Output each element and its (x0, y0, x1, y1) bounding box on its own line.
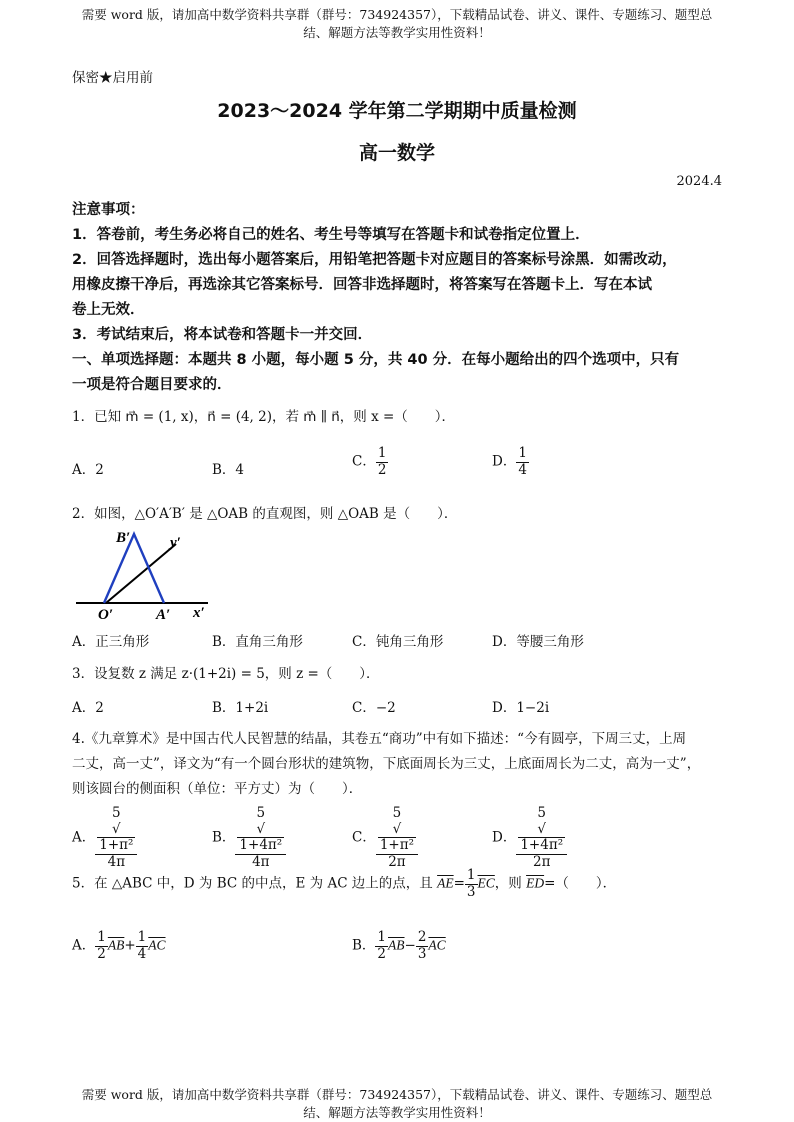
bottom-banner-line-2: 结、解题方法等教学实用性资料！ (303, 1105, 491, 1120)
q1-option-d: D． $\frac{1}{4}$ (492, 445, 527, 478)
question-3-stem: 3．设复数 z 满足 z·(1+2i) = 5，则 z =（ ）． (72, 666, 380, 682)
q5-option-b: B． $\frac{1}{2}$ $\overline{AB}-$ $\frac{2}{3}$ $\overline{AC}$ (352, 929, 446, 962)
q3-option-b: B．1+2i (212, 700, 269, 716)
label-y: y′ (170, 535, 181, 551)
question-2-stem: 2．如图，△O′A′B′ 是 △OAB 的直观图，则 △OAB 是（ ）． (72, 506, 458, 522)
q1-option-a: A．2 (72, 462, 104, 478)
label-a: A′ (156, 607, 171, 622)
q3-option-a: A．2 (72, 700, 104, 716)
banner-line-2: 结、解题方法等教学实用性资料！ (303, 25, 491, 40)
q4-option-d: D． 5 √ 1+4π² 2π (492, 806, 567, 870)
banner-line-1: 需要 word 版，请加高中数学资料共享群（群号：734924357），下载精品试卷、讲义、课件、专题练习、题型总 (81, 7, 713, 22)
q5-option-a: A． $\frac{1}{2}$ $\overline{AB}+$ $\frac{1}{4}$ $\overline{AC}$ (72, 929, 166, 962)
q1-option-c: C． $\frac{1}{2}$ (352, 445, 387, 478)
secret-label: 保密★启用前 (72, 70, 153, 86)
q2-option-c: C．钝角三角形 (352, 634, 444, 650)
question-1-stem: 1．已知 m⃗ = (1, x)，n⃗ = (4, 2)，若 m⃗ ∥ n⃗，则 x =（ ）． (72, 409, 456, 425)
label-b: B′ (116, 530, 131, 546)
question-5-stem: 5．在 △ABC 中，D 为 BC 的中点，E 为 AC 边上的点，且 $\overline{AE}=$ $\frac{1}{3}$ $\overline{EC}$，则 $\overline{ED}=$（ ）． (72, 867, 617, 900)
question-4-line-3: 则该圆台的侧面积（单位：平方丈）为（ ）． (72, 781, 363, 797)
bottom-banner-line-1: 需要 word 版，请加高中数学资料共享群（群号：734924357），下载精品试卷、讲义、课件、专题练习、题型总 (81, 1087, 713, 1102)
q2-figure (72, 522, 222, 622)
notice-item-2-line-1: 2．回答选择题时，选出每小题答案后，用铅笔把答题卡对应题目的答案标号涂黑．如需改动， (72, 252, 677, 268)
notice-item-3: 3．考试结束后，将本试卷和答题卡一并交回． (72, 327, 373, 343)
q4-option-a: A． 5 √ 1+π² 4π (72, 806, 137, 870)
q4-option-c: C． 5 √ 1+π² 2π (352, 806, 418, 870)
triangle-sides (104, 534, 164, 603)
exam-title: 2023～2024 学年第二学期期中质量检测 (217, 100, 577, 122)
q4-option-b: B． 5 √ 1+4π² 4π (212, 806, 286, 870)
q2-option-a: A．正三角形 (72, 634, 150, 650)
exam-subtitle: 高一数学 (358, 142, 435, 164)
q3-option-c: C．−2 (352, 700, 396, 716)
notice-heading: 注意事项： (72, 202, 145, 218)
bottom-banner (60, 1086, 734, 1122)
q2-option-d: D．等腰三角形 (492, 634, 584, 650)
notice-item-2-line-3: 卷上无效． (72, 302, 145, 318)
question-4-line-1: 4.《九章算术》是中国古代人民智慧的结晶，其卷五“商功”中有如下描述：“今有圆亭，下周三丈，上周 (72, 731, 687, 747)
notice-item-1: 1．答卷前，考生务必将自己的姓名、考生号等填写在答题卡和试卷指定位置上． (72, 227, 590, 243)
section-1-line-2: 一项是符合题目要求的． (72, 377, 232, 393)
label-x: x′ (193, 605, 205, 621)
top-banner (60, 6, 734, 42)
label-o: O′ (98, 607, 114, 622)
question-4-line-2: 二丈，高一丈”，译文为“有一个圆台形状的建筑物，下底面周长为三丈，上底面周长为二丈，高为一丈”， (72, 756, 701, 772)
exam-date: 2024.4 (676, 174, 722, 189)
q3-option-d: D．1−2i (492, 700, 550, 716)
notice-item-2-line-2: 用橡皮擦干净后，再选涂其它答案标号．回答非选择题时，将答案写在答题卡上．写在本试 (72, 277, 652, 293)
q1-option-b: B．4 (212, 462, 245, 478)
section-1-line-1: 一、单项选择题：本题共 8 小题，每小题 5 分，共 40 分．在每小题给出的四个选项中，只有 (72, 352, 680, 368)
q2-option-b: B．直角三角形 (212, 634, 303, 650)
